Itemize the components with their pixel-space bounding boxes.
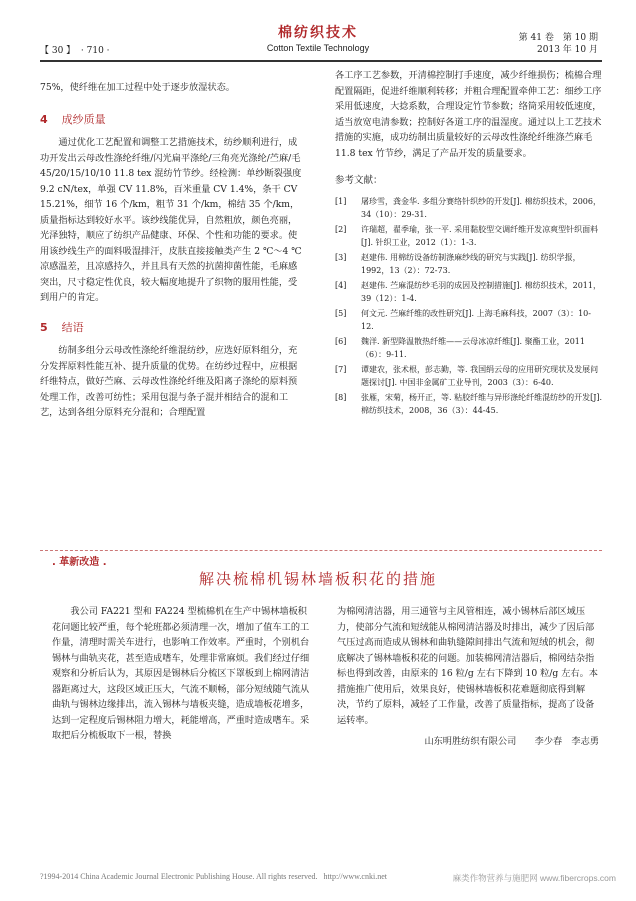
category-tag: . 革新改造 . <box>52 557 107 568</box>
article-text-left: 我公司 FA221 型和 FA224 型梳棉机在生产中锡林墙板积花问题比较严重，每个轮班都必须清理一次，增加了值车工的工作量，清理时需关车进行，也影响工作效率。严重时，个别机台锡林与曲轨夹花，甚至造成嗜车，处理非常麻烦。我们经过仔细观察和分析后认为，其原因是锡林后分梳区下罩板到上棉网清洁器距离过大，这段区域正压大，气流不顺畅，部分短绒随气流从曲轨与锡林边缘排出，流入锡林与墙板夹缝，造成墙板花增多，达到一定程度后锡林阻力增大，耗能增高，严重时造成嗜车。采取把后分梳板取下一根，替换 <box>52 606 310 741</box>
issue-info: 第 41 卷 第 10 期 2013 年 10 月 <box>518 33 598 55</box>
continued-text: 各工序工艺参数，开清棉控制打手速度，减少纤维损伤；梳棉合理配置隔距，促进纤维顺利转移；并粗合理配置牵伸工艺：细纱工序采用低速度，大捻系数，合理设定竹节参数；络筒采用较低速度，适当放宽电清参数；控制好各道工序的温湿度。通过以上工艺技术措施的实施，成功纺制出质量较好的云母改性涤纶纤维涤苎麻毛 11.8 tex 竹节纱，满足了产品开发的质量要求。 <box>335 70 602 159</box>
section-5-text: 纺制多组分云母改性涤纶纤维混纺纱，应选好原料组分，充分发挥原料性能互补、提升质量的优势。在纺纱过程中，应根据纤维特点，做好苎麻、云母改性涤纶纤维及阳离子涤纶的原料预处理工作，改善可纺性；采用包混与条子混并相结合的混和工艺，达到各组分原料充分混和；合理配置 <box>40 345 298 418</box>
section-5-heading: 5 结语 <box>40 320 84 334</box>
watermark: 麻类作物营养与施肥网 www.fibercrops.com <box>452 873 616 883</box>
reference-item: [7] 谭建农，张术根，彭志勤，等. 我国绢云母的应用研究现状及发展问题探讨[J]. 中国非金属矿工业导刊，2003（3）：6-40. <box>335 364 599 387</box>
header-rule <box>40 60 602 62</box>
article-title: 解决梳棉机锡林墙板积花的措施 <box>198 570 437 588</box>
article-left-column <box>52 604 314 744</box>
right-column <box>335 68 603 419</box>
author-signature: 山东明胜纺织有限公司 李少春 李志勇 <box>424 736 599 747</box>
section-4-heading: 4 成纱质量 <box>40 112 106 126</box>
reference-item: [6] 魏洋. 新型降温散热纤维——云母冰凉纤维[J]. 聚酯工业，2011（6）：9-11. <box>335 336 585 359</box>
journal-subtitle: Cotton Textile Technology <box>266 43 370 53</box>
reference-item: [5] 何文元. 苎麻纤维的改性研究[J]. 上海毛麻科技，2007（3）：10-12. <box>335 308 591 331</box>
reference-item: [2] 许瑞超，翟季瑜，张一平. 采用黏胶型交调纤维开发凉爽型针织面料[J]. 针织工业，2012（1）：1-3. <box>335 224 599 247</box>
reference-item: [1] 屠珍雪，龚金华. 多组分赛络针织纱的开发[J]. 棉纺织技术，2006，34（10）：29-31. <box>335 196 601 219</box>
article-right-column <box>337 604 599 750</box>
reference-item: [4] 赵建伟. 苎麻混纺纱毛羽的成因及控制措施[J]. 棉纺织技术，2011，39（12）：1-4. <box>335 280 601 303</box>
reference-item: [3] 赵建伟. 用棉纺设备纺制涤麻纱线的研究与实践[J]. 纺织学报，1992，13（2）：72-73. <box>335 252 581 275</box>
journal-title: 棉纺织技术 <box>278 25 358 41</box>
reference-item: [8] 张雁，宋菊，杨开正，等. 粘胶纤维与异形涤纶纤维混纺纱的开发[J]. 棉纺织技术，2008，36（3）：44-45. <box>335 392 603 415</box>
reference-list <box>335 195 603 417</box>
left-column <box>40 80 305 421</box>
section-4-text: 通过优化工艺配置和调整工艺措施技术，纺纱顺利进行，成功开发出云母改性涤纶纤维/闪光扁平涤纶/三角亮光涤纶/苎麻/毛 45/20/15/10/10 11.8 tex 混纺竹节纱。经检测：单纱断裂强度 9.2 cN/tex，单强 CV 11.8%，百米重量 CV 1.4%，条干 CV 15.21%，细节 16 个/km，粗节 31 个/km，棉结 35 个/km，质量指标达到较好水平。该纱线能优异，自然粗放，颜色亮丽，光泽独特，顺应了纺织产品健康、环保、个性和功能的要求。使用该纱线生产的面料吸湿排汗，皮肤直接接触类产生 2 ℃～4 ℃凉感温差，且凉感持久，并且具有天然的抗菌抑菌性能，毛麻感突出，尺寸稳定性优良，较大幅度地提升了织物的服用性能，受到用户的肯定。 <box>40 137 302 303</box>
article-text-right: 为棉网清洁器，用三通管与主风管相连，减小锡林后部区域压力，使部分气流和短绒能从棉网清洁器及时排出，减少了因后部气压过高而造成从锡林和曲轨缝隙间排出气流和短绒的机会，彻底解决了锡林墙板积花的问题。加装棉网清洁器后，棉网结杂指标也得到改善，由原来的 16 粒/g 左右下降到 10 粒/g 左右。本措施推广使用后，效果良好，使锡林墙板积花难题彻底得到解决，节约了原料，减轻了工作量，改善了质量指标，提高了设备运转率。 <box>337 606 598 726</box>
references-heading: 参考文献： <box>335 175 383 186</box>
page-number: 【 30 】 · 710 · <box>40 46 110 56</box>
copyright-footer: ?1994-2014 China Academic Journal Electronic Publishing House. All rights reserved. http://www.cnki.net <box>40 872 387 881</box>
intro-text: 75%，使纤维在加工过程中处于逐步放湿状态。 <box>40 82 235 93</box>
